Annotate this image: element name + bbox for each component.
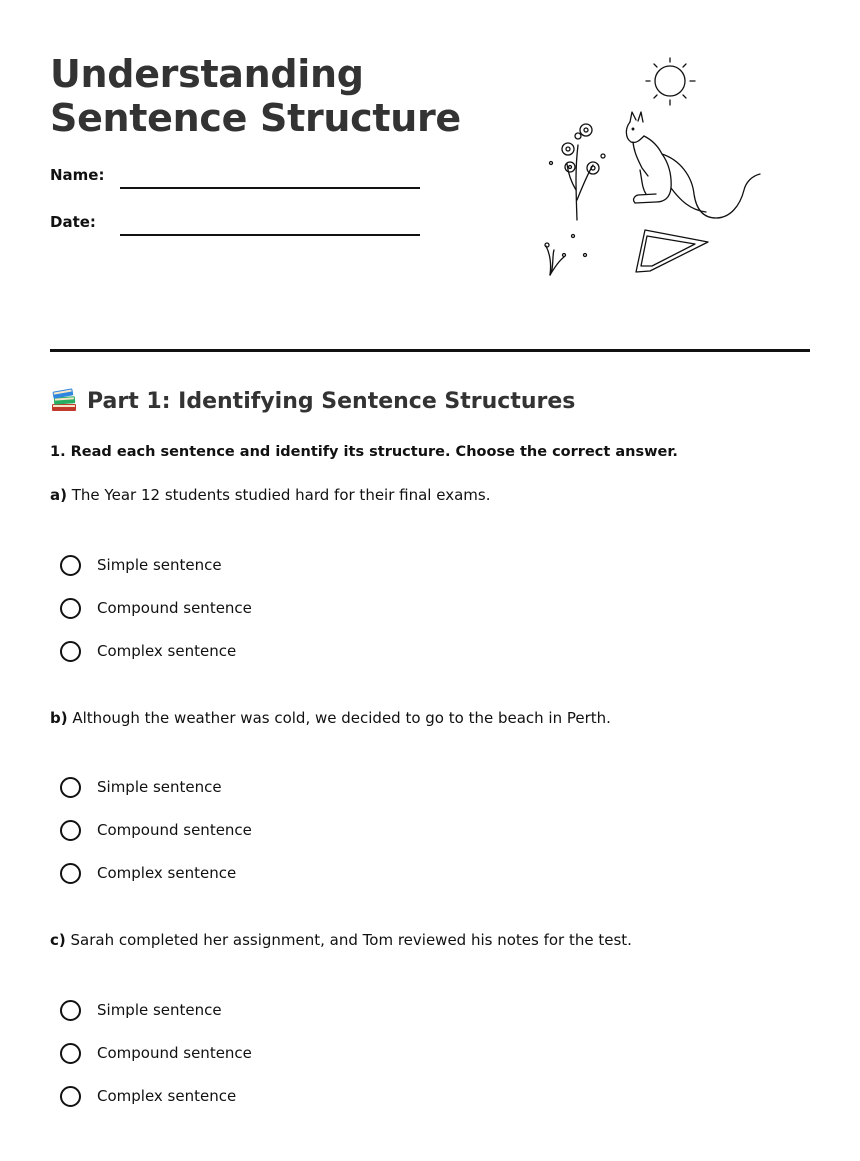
question-c [50,931,632,949]
books-icon [50,388,78,414]
option-label: Complex sentence [97,642,237,660]
question-text: The Year 12 students studied hard for their final exams. [71,486,491,504]
option-label: Compound sentence [97,599,252,617]
question-text: Although the weather was cold, we decided to go to the beach in Perth. [72,709,611,727]
option-label: Simple sentence [97,778,222,796]
question-text: Sarah completed her assignment, and Tom reviewed his notes for the test. [70,931,632,949]
title-line-1: Understanding [50,52,364,96]
radio-button[interactable] [60,863,81,884]
option-label: Simple sentence [97,1001,222,1019]
worksheet-title [50,52,461,140]
option-label: Compound sentence [97,1044,252,1062]
option-c-simple[interactable] [60,997,222,1023]
option-label: Simple sentence [97,556,222,574]
option-a-compound[interactable] [60,595,252,621]
radio-button[interactable] [60,820,81,841]
radio-button[interactable] [60,777,81,798]
option-b-simple[interactable] [60,774,222,800]
option-a-simple[interactable] [60,552,222,578]
option-a-complex[interactable] [60,638,236,664]
part1-heading [50,388,575,414]
radio-button[interactable] [60,641,81,662]
question-1-instruction: 1. Read each sentence and identify its structure. Choose the correct answer. [50,444,678,460]
sun-icon [646,58,695,105]
date-label: Date: [50,213,96,231]
part1-heading-text: Part 1: Identifying Sentence Structures [87,388,576,414]
radio-button[interactable] [60,555,81,576]
wildflower-icon [545,124,605,275]
radio-button[interactable] [60,1086,81,1107]
option-label: Complex sentence [97,1087,237,1105]
title-line-2: Sentence Structure [50,96,461,140]
question-letter: c) [50,931,66,949]
name-label: Name: [50,166,105,184]
option-label: Complex sentence [97,864,237,882]
kangaroo-icon [626,112,760,218]
australian-scene-illustration [530,50,780,290]
question-a [50,486,490,504]
question-b [50,709,611,727]
question-letter: b) [50,709,68,727]
option-label: Compound sentence [97,821,252,839]
option-b-complex[interactable] [60,860,236,886]
option-b-compound[interactable] [60,817,252,843]
question-letter: a) [50,486,67,504]
name-field[interactable] [120,187,420,189]
radio-button[interactable] [60,598,81,619]
radio-button[interactable] [60,1043,81,1064]
boomerang-icon [636,230,708,272]
option-c-complex[interactable] [60,1083,236,1109]
option-c-compound[interactable] [60,1040,252,1066]
radio-button[interactable] [60,1000,81,1021]
section-divider [50,349,810,352]
date-field[interactable] [120,234,420,236]
